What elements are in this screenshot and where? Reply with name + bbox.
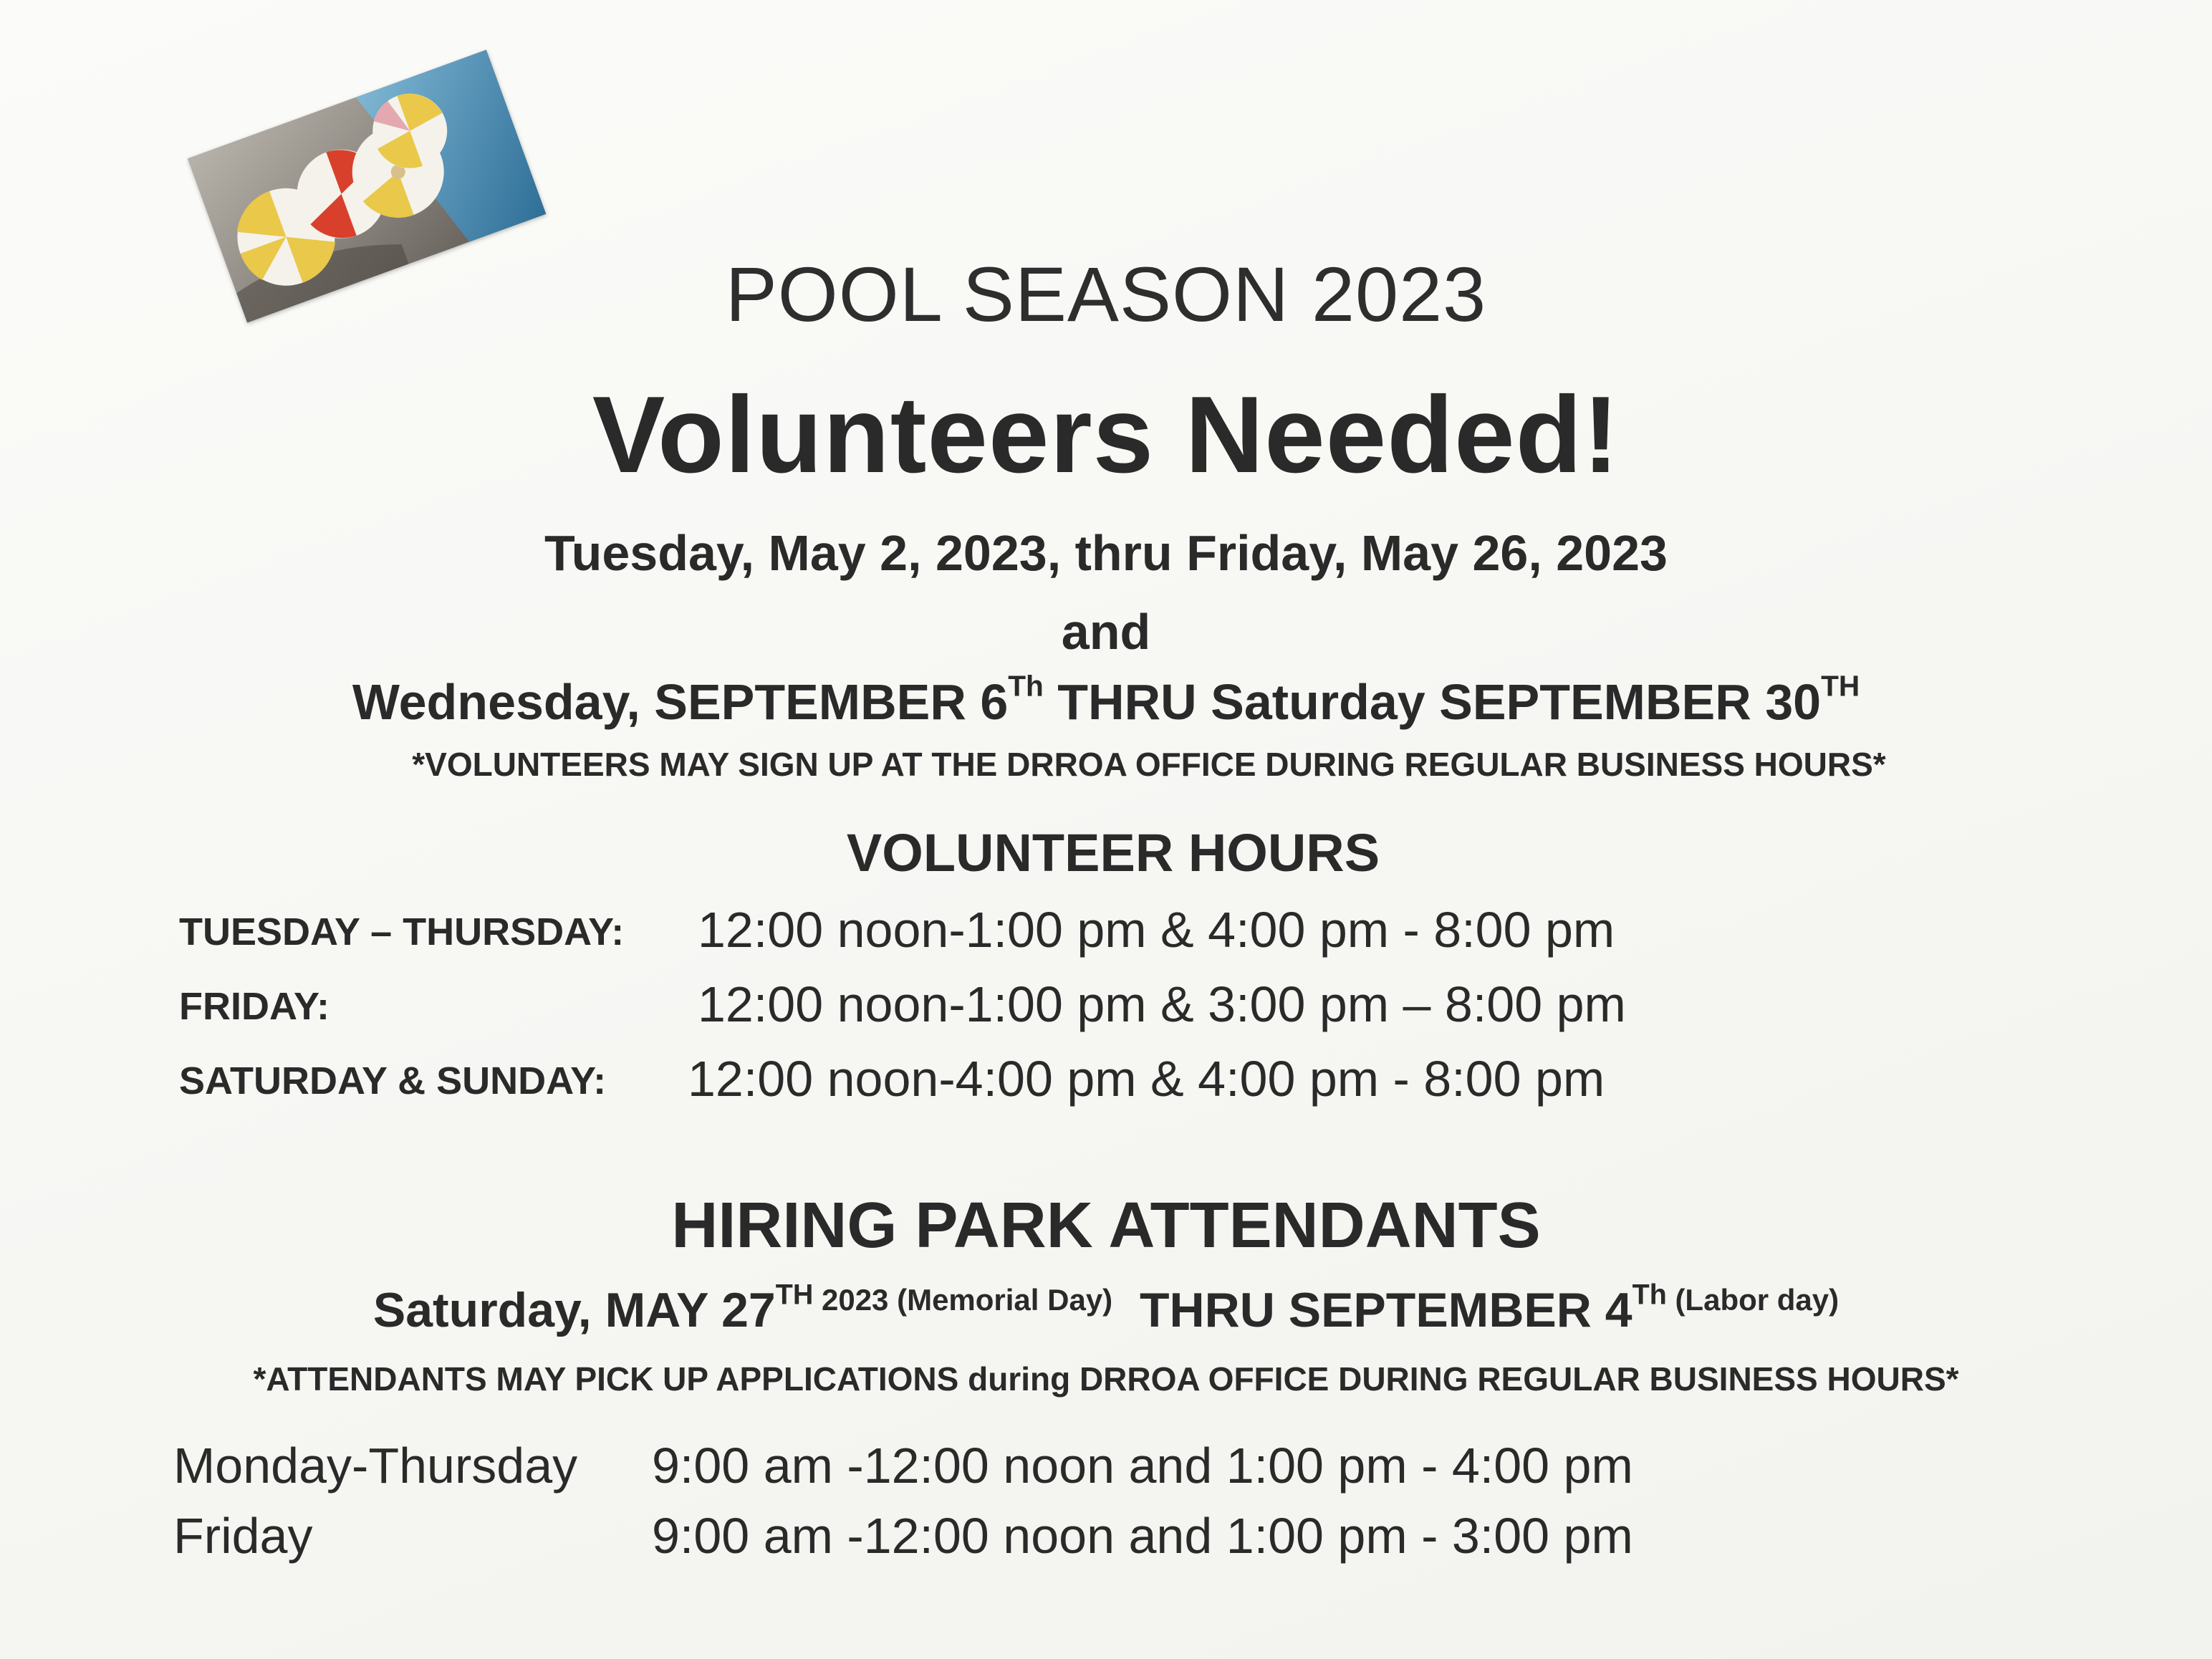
range-two-start-sup: Th (1008, 669, 1044, 703)
range-connector: and (1061, 604, 1151, 660)
hiring-start-year: 2023 (813, 1282, 889, 1317)
attendant-days: Monday-Thursday (173, 1438, 578, 1494)
hiring-heading: HIRING PARK ATTENDANTS (671, 1190, 1541, 1261)
volunteer-range-one: Tuesday, May 2, 2023, thru Friday, May 26, 2023 (544, 525, 1668, 581)
hiring-start-sup: TH (775, 1279, 814, 1311)
volunteer-hours-value: 12:00 noon-1:00 pm & 3:00 pm – 8:00 pm (698, 976, 1626, 1032)
attendant-application-note: *ATTENDANTS MAY PICK UP APPLICATIONS during DRROA OFFICE DURING REGULAR BUSINESS HOURS* (253, 1360, 1959, 1398)
volunteer-hours-value: 12:00 noon-4:00 pm & 4:00 pm - 8:00 pm (688, 1051, 1605, 1107)
range-two-end-sup: TH (1821, 669, 1860, 703)
range-two-start: Wednesday, SEPTEMBER 6 (352, 674, 1009, 730)
hiring-start-note: (Memorial Day) (888, 1282, 1113, 1317)
range-two-thru: THRU Saturday SEPTEMBER 30 (1043, 674, 1822, 730)
volunteer-hours-heading: VOLUNTEER HOURS (846, 823, 1380, 883)
hiring-date-range (0, 1279, 2212, 1338)
headline: Volunteers Needed! (592, 374, 1620, 496)
season-title: POOL SEASON 2023 (725, 251, 1487, 337)
volunteer-hours-label: SATURDAY & SUNDAY: (179, 1059, 607, 1102)
hiring-thru: THRU SEPTEMBER 4 (1139, 1283, 1632, 1337)
volunteer-signup-note: *VOLUNTEERS MAY SIGN UP AT THE DRROA OFFICE DURING REGULAR BUSINESS HOURS* (412, 746, 1886, 783)
attendant-hours: 9:00 am -12:00 noon and 1:00 pm - 4:00 pm (652, 1438, 1633, 1494)
hiring-start: Saturday, MAY 27 (372, 1283, 776, 1337)
volunteer-hours-value: 12:00 noon-1:00 pm & 4:00 pm - 8:00 pm (698, 902, 1615, 958)
volunteer-range-two (0, 669, 2212, 731)
attendant-hours: 9:00 am -12:00 noon and 1:00 pm - 3:00 pm (652, 1508, 1633, 1564)
volunteer-hours-label: FRIDAY: (179, 985, 330, 1028)
hiring-end-sup: Th (1632, 1279, 1667, 1311)
hiring-end-note: (Labor day) (1666, 1282, 1840, 1317)
volunteer-hours-label: TUESDAY – THURSDAY: (179, 910, 625, 953)
attendant-days: Friday (173, 1508, 313, 1564)
